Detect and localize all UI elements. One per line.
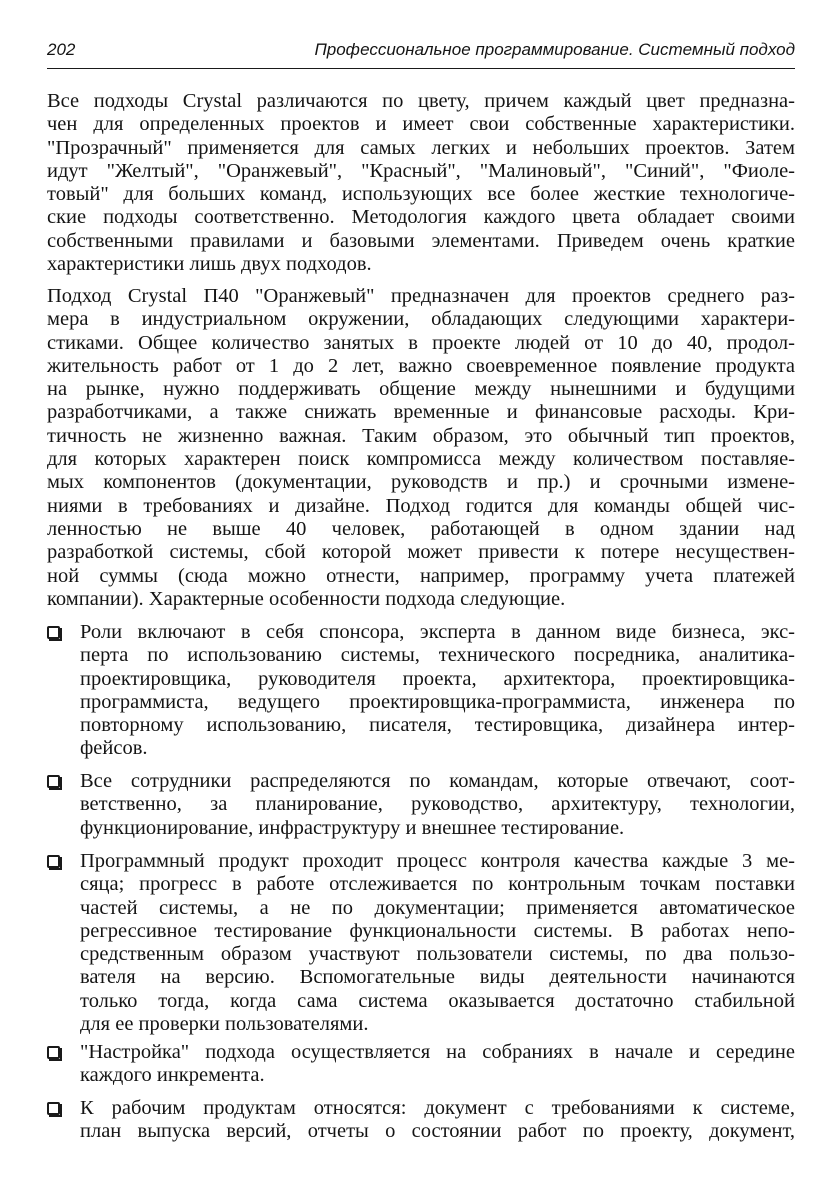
page-header <box>47 36 795 69</box>
text-line: ветственно, за планирование, руководство, архитектуру, технологии, <box>80 793 795 816</box>
checkbox-bullet-icon <box>47 775 60 788</box>
text-line: стиками. Общее количество занятых в проекте людей от 10 до 40, продол- <box>47 331 795 354</box>
text-line: компании). Характерные особенности подхода следующие. <box>47 587 566 610</box>
list-item-tuning <box>47 1041 795 1088</box>
text-line: тичность не жизненно важная. Таким образом, это обычный тип проектов, <box>47 424 795 447</box>
running-title: Профессиональное программирование. Системный подход <box>314 40 795 59</box>
page-number: 202 <box>47 40 76 59</box>
checkbox-bullet-icon <box>47 855 60 868</box>
list-item-roles <box>47 621 795 761</box>
text-line: разработчиками, а также снижать временные и финансовые расходы. Кри- <box>47 401 795 424</box>
text-line: ниями в требованиях и дизайне. Подход годится для команды общей чис- <box>47 494 795 517</box>
checkbox-bullet-icon <box>47 626 60 639</box>
list-item-teams <box>47 770 795 840</box>
text-line: ленностью не выше 40 человек, работающей в одном здании над <box>47 517 795 540</box>
checkbox-bullet-icon <box>47 1046 60 1059</box>
text-line: функционирование, инфраструктуру и внешнее тестирование. <box>80 816 625 839</box>
text-line: "Настройка" подхода осуществляется на собраниях в начале и середине <box>80 1041 795 1063</box>
text-line: Роли включают в себя спонсора, эксперта в данном виде бизнеса, экс- <box>80 621 795 643</box>
text-line: только тогда, когда сама система оказывается достаточно стабильной <box>80 989 795 1012</box>
text-line: ной суммы (сюда можно отнести, например, программу учета платежей <box>47 564 795 587</box>
text-line: собственными правилами и базовыми элементами. Приведем очень краткие <box>47 229 795 252</box>
list-item-quality-control <box>47 850 795 1037</box>
text-line: мых компонентов (документации, руководств и пр.) и срочными измене- <box>47 471 795 494</box>
text-line: характеристики лишь двух подходов. <box>47 253 372 276</box>
text-line: К рабочим продуктам относятся: документ с требованиями к системе, <box>80 1097 795 1119</box>
list-item-work-products <box>47 1097 795 1144</box>
text-line: фейсов. <box>80 737 148 760</box>
text-line: каждого инкремента. <box>80 1064 265 1087</box>
text-line: ские подходы соответственно. Методология каждого цвета обладает своими <box>47 206 795 229</box>
text-line: план выпуска версий, отчеты о состоянии работ по проекту, документ, <box>80 1120 795 1143</box>
text-line: товый" для больших команд, использующих все более жесткие технологиче- <box>47 183 795 206</box>
text-line: Все подходы Crystal различаются по цвету, причем каждый цвет предназна- <box>47 90 795 112</box>
text-line: разработкой системы, сбой которой может привести к потере несуществен- <box>47 541 795 564</box>
text-line: Программный продукт проходит процесс контроля качества каждые 3 ме- <box>80 850 795 872</box>
text-line: регрессивное тестирование функциональности системы. В работах непо- <box>80 919 795 942</box>
paragraph-crystal-orange <box>47 285 795 611</box>
text-line: сяца; прогресс в работе отслеживается по контрольным точкам поставки <box>80 873 795 896</box>
text-line: для ее проверки пользователями. <box>80 1013 369 1036</box>
text-line: перта по использованию системы, технического посредника, аналитика- <box>80 644 795 667</box>
text-line: на рынке, нужно поддерживать общение между нынешними и будущими <box>47 378 795 401</box>
checkbox-bullet-icon <box>47 1102 60 1115</box>
text-line: Подход Crystal П40 "Оранжевый" предназначен для проектов среднего раз- <box>47 285 795 307</box>
text-line: программиста, ведущего проектировщика-программиста, инженера по <box>80 690 795 713</box>
text-line: мера в индустриальном окружении, обладающих следующими характери- <box>47 308 795 331</box>
text-line: чен для определенных проектов и имеет свои собственные характеристики. <box>47 113 795 136</box>
text-line: средственным образом участвуют пользователи системы, по два пользо- <box>80 943 795 966</box>
text-line: для которых характерен поиск компромисса между количеством поставляе- <box>47 448 795 471</box>
text-line: идут "Желтый", "Оранжевый", "Красный", "Малиновый", "Синий", "Фиоле- <box>47 159 795 182</box>
text-line: "Прозрачный" применяется для самых легких и небольших проектов. Затем <box>47 136 795 159</box>
text-line: проектировщика, руководителя проекта, архитектора, проектировщика- <box>80 667 795 690</box>
text-line: Все сотрудники распределяются по командам, которые отвечают, соот- <box>80 770 795 792</box>
text-line: частей системы, а не по документации; применяется автоматическое <box>80 896 795 919</box>
paragraph-crystal-colors <box>47 90 795 276</box>
text-line: вателя на версию. Вспомогательные виды деятельности начинаются <box>80 966 795 989</box>
text-line: повторному использованию, писателя, тестировщика, дизайнера интер- <box>80 714 795 737</box>
text-line: жительность работ от 1 до 2 лет, важно своевременное появление продукта <box>47 354 795 377</box>
